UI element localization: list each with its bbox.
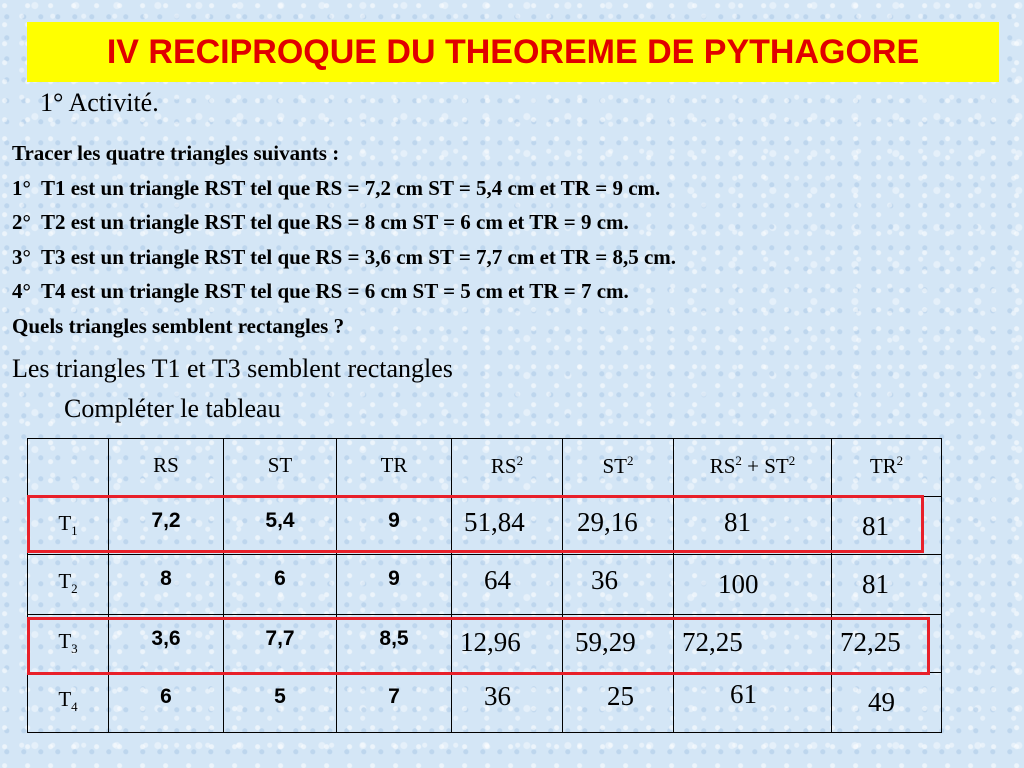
header-rs-squared: $RS^2$: [452, 439, 563, 497]
cell-sum-squares: 72,25: [674, 615, 832, 673]
instruction-line: Tracer les quatre triangles suivants :: [12, 141, 340, 165]
cell-rs: 6: [109, 673, 224, 733]
header-sum-squares: $RS^2 + ST^2$: [674, 439, 832, 497]
instruction-line: 3° T3 est un triangle RST tel que RS = 3,6 cm ST = 7,7 cm et TR = 8,5 cm.: [12, 244, 677, 269]
answer-text: Les triangles T1 et T3 semblent rectangles: [12, 354, 453, 383]
cell-tr-squared: 81: [832, 555, 942, 615]
table-row: [28, 673, 942, 733]
header-st-squared: $ST^2$: [563, 439, 674, 497]
row-label-t2: $T_2$: [28, 555, 109, 615]
cell-st: 7,7: [224, 615, 337, 673]
instruction-line: 1° T1 est un triangle RST tel que RS = 7,2 cm ST = 5,4 cm et TR = 9 cm.: [12, 175, 661, 200]
table-row: [28, 555, 942, 615]
cell-sum-squares: 61: [674, 673, 832, 733]
cell-tr: 9: [337, 497, 452, 555]
instruction-line: Quels triangles semblent rectangles ?: [12, 313, 345, 338]
header-rs: RS: [109, 439, 224, 497]
cell-st-squared: 59,29: [563, 615, 674, 673]
header-tr-squared: $TR^2$: [832, 439, 942, 497]
complete-table-label: Compléter le tableau: [64, 394, 281, 423]
instruction-line: 4° T4 est un triangle RST tel que RS = 6 cm ST = 5 cm et TR = 7 cm.: [12, 279, 629, 303]
cell-st-squared: 36: [563, 555, 674, 615]
cell-tr-squared: 72,25: [832, 615, 942, 673]
cell-rs-squared: 12,96: [452, 615, 563, 673]
page-title: IV RECIPROQUE DU THEOREME DE PYTHAGORE: [106, 32, 920, 71]
cell-st: 5: [224, 673, 337, 733]
cell-sum-squares: 81: [674, 497, 832, 555]
cell-tr: 9: [337, 555, 452, 615]
cell-rs: 7,2: [109, 497, 224, 555]
cell-tr-squared: 49: [832, 673, 942, 733]
row-label-t1: $T_1$: [28, 497, 109, 555]
cell-st: 6: [224, 555, 337, 615]
title-banner: [27, 22, 999, 82]
header-empty: [28, 439, 109, 497]
cell-rs: 8: [109, 555, 224, 615]
row-label-t4: $T_4$: [28, 673, 109, 733]
header-row: [28, 439, 942, 497]
cell-rs: 3,6: [109, 615, 224, 673]
cell-rs-squared: 36: [452, 673, 563, 733]
cell-st-squared: 25: [563, 673, 674, 733]
instruction-line: 2° T2 est un triangle RST tel que RS = 8 cm ST = 6 cm et TR = 9 cm.: [12, 210, 629, 234]
activity-heading: 1° Activité.: [40, 88, 159, 117]
cell-rs-squared: 64: [452, 555, 563, 615]
cell-tr-squared: 81: [832, 497, 942, 555]
header-tr: TR: [337, 439, 452, 497]
cell-sum-squares: 100: [674, 555, 832, 615]
cell-st: 5,4: [224, 497, 337, 555]
row-label-t3: $T_3$: [28, 615, 109, 673]
cell-rs-squared: 51,84: [452, 497, 563, 555]
header-st: ST: [224, 439, 337, 497]
instructions: [12, 136, 676, 343]
pythagore-table: [27, 438, 942, 733]
table-row: [28, 615, 942, 673]
cell-st-squared: 29,16: [563, 497, 674, 555]
cell-tr: 8,5: [337, 615, 452, 673]
cell-tr: 7: [337, 673, 452, 733]
table-row: [28, 497, 942, 555]
